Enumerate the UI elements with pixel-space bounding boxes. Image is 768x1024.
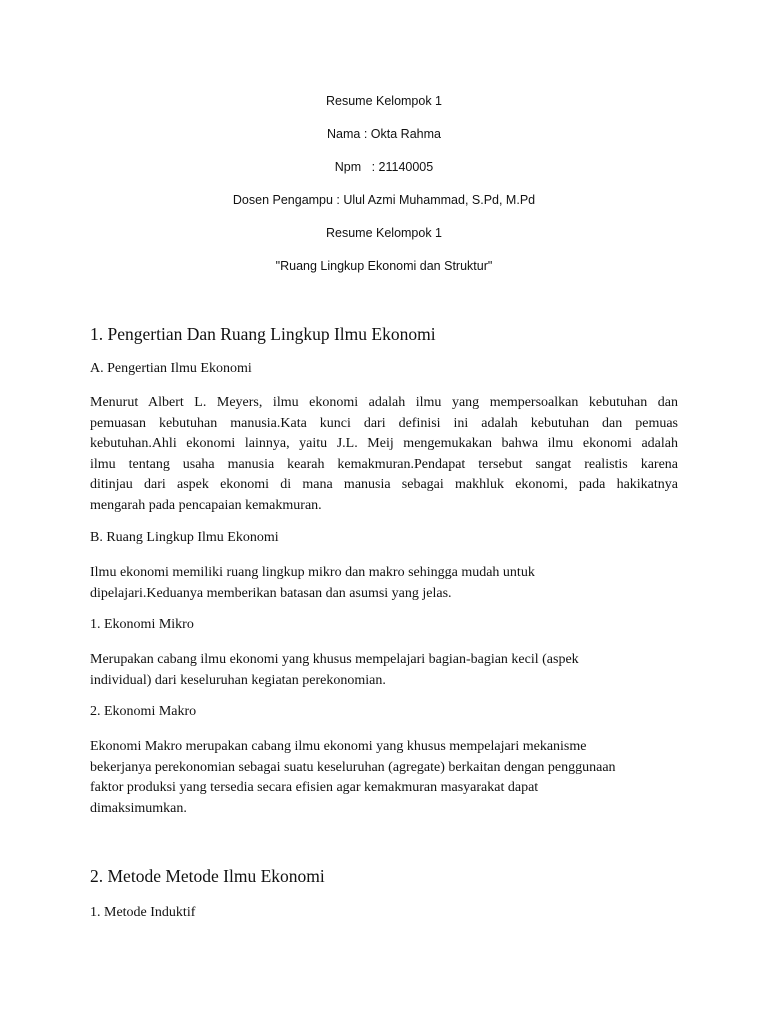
paragraph-line: individual) dari keseluruhan kegiatan perekonomian.: [90, 672, 386, 688]
section-2-heading: 2. Metode Metode Ilmu Ekonomi: [90, 866, 325, 886]
paragraph-line: pemuasan kebutuhan manusia.Kata kunci dari definisi ini adalah kebutuhan dan pemuas: [90, 415, 678, 431]
section-1-heading: 1. Pengertian Dan Ruang Lingkup Ilmu Ekonomi: [90, 324, 436, 344]
paragraph-line: mengarah pada pencapaian kemakmuran.: [90, 497, 322, 513]
paragraph-line: ilmu tentang usaha manusia kearah kemakmuran.Pendapat tersebut sangat realistis karena: [90, 456, 678, 472]
paragraph-line: Ekonomi Makro merupakan cabang ilmu ekonomi yang khusus mempelajari mekanisme: [90, 739, 587, 754]
subsection-a-heading: A. Pengertian Ilmu Ekonomi: [90, 361, 252, 376]
header-lecturer: Dosen Pengampu : Ulul Azmi Muhammad, S.Pd, M.Pd: [232, 193, 536, 207]
header-topic: "Ruang Lingkup Ekonomi dan Struktur": [275, 259, 493, 273]
paragraph-pengertian: [90, 393, 678, 516]
paragraph-line: Ilmu ekonomi memiliki ruang lingkup mikro dan makro sehingga mudah untuk: [90, 565, 535, 580]
metode-induktif-heading: 1. Metode Induktif: [90, 905, 196, 920]
paragraph-line: kebutuhan.Ahli ekonomi lainnya, yaitu J.L. Meij mengemukakan bahwa ilmu ekonomi adalah: [90, 436, 678, 451]
paragraph-line: faktor produksi yang tersedia secara efisien agar kemakmuran masyarakat dapat: [90, 780, 539, 795]
subsection-b-heading: B. Ruang Lingkup Ilmu Ekonomi: [90, 530, 279, 545]
paragraph-line: Merupakan cabang ilmu ekonomi yang khusus mempelajari bagian-bagian kecil (aspek: [90, 652, 579, 667]
paragraph-line: dipelajari.Keduanya memberikan batasan dan asumsi yang jelas.: [90, 585, 452, 601]
paragraph-line: bekerjanya perekonomian sebagai suatu keseluruhan (agregate) berkaitan dengan penggunaan: [90, 759, 616, 775]
paragraph-mikro: [90, 650, 678, 691]
header-name: Nama : Okta Rahma: [327, 127, 441, 141]
paragraph-line: Menurut Albert L. Meyers, ilmu ekonomi adalah ilmu yang mempersoalkan kebutuhan dan: [90, 395, 678, 410]
makro-heading: 2. Ekonomi Makro: [90, 704, 197, 719]
paragraph-line: ditinjau dari aspek ekonomi di mana manusia sebagai makhluk ekonomi, pada hakikatnya: [90, 477, 678, 492]
header-title: Resume Kelompok 1: [325, 94, 443, 108]
paragraph-makro: [90, 737, 678, 819]
paragraph-ruang-lingkup: [90, 563, 678, 604]
mikro-heading: 1. Ekonomi Mikro: [90, 617, 194, 632]
paragraph-line: dimaksimumkan.: [90, 800, 187, 816]
header-npm: Npm : 21140005: [334, 160, 434, 174]
header-title-repeat: Resume Kelompok 1: [325, 226, 443, 240]
